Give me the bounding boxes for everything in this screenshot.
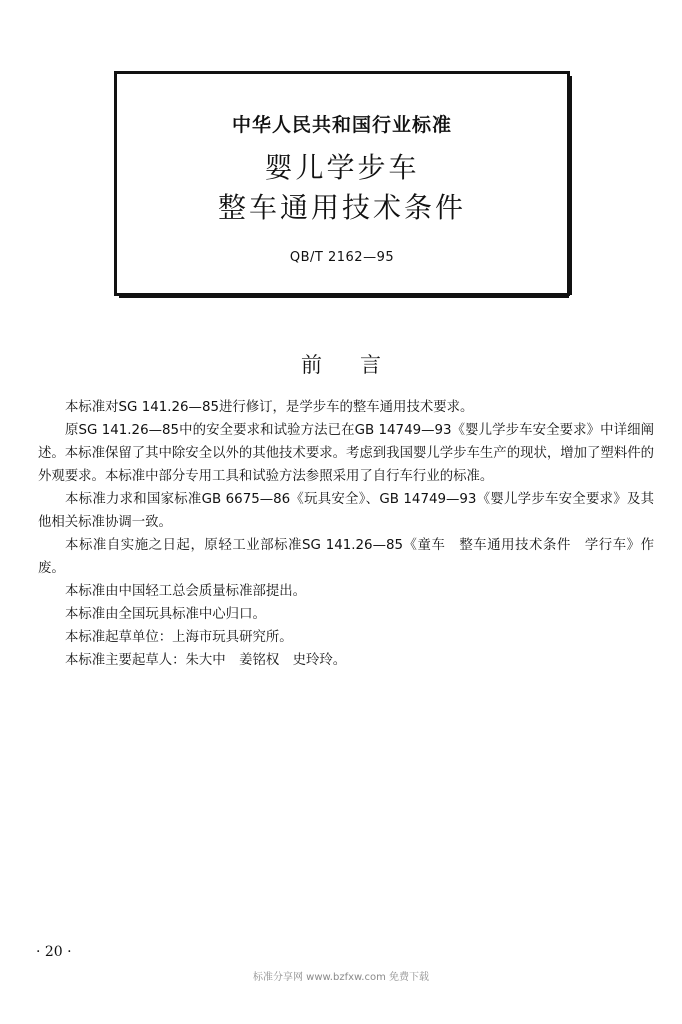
- foreword-paragraph: 本标准起草单位：上海市玩具研究所。: [65, 630, 293, 645]
- footer-watermark: 标准分享网 www.bzfxw.com 免费下载: [253, 972, 429, 983]
- foreword-paragraph: 本标准自实施之日起，原轻工业部标准SG 141.26—85《童车 整车通用技术条件 学行车》作废。: [38, 538, 654, 576]
- document-title: [117, 148, 567, 228]
- foreword-body: [38, 396, 654, 672]
- foreword-paragraph: 本标准由中国轻工总会质量标准部提出。: [65, 584, 307, 599]
- foreword-paragraph: 本标准主要起草人：朱大中 姜铭权 史玲玲。: [65, 653, 347, 668]
- foreword-paragraph: 本标准由全国玩具标准中心归口。: [65, 607, 266, 622]
- industry-standard-label: 中华人民共和国行业标准: [231, 114, 452, 136]
- page-number: · 20 ·: [36, 944, 72, 960]
- title-line-2: 整车通用技术条件: [217, 191, 466, 224]
- foreword-paragraph: 原SG 141.26—85中的安全要求和试验方法已在GB 14749—93《婴儿学步车安全要求》中详细阐述。本标准保留了其中除安全以外的其他技术要求。考虑到我国婴儿学步车生产的现状，增加了塑料件的外观要求。本标准中部分专用工具和试验方法参照采用了自行车行业的标准。: [38, 423, 654, 484]
- foreword-heading: 前言: [301, 353, 419, 377]
- title-box: [114, 71, 570, 296]
- foreword-paragraph: 本标准力求和国家标准GB 6675—86《玩具安全》、GB 14749—93《婴儿学步车安全要求》及其他相关标准协调一致。: [38, 492, 654, 530]
- foreword-paragraph: 本标准对SG 141.26—85进行修订，是学步车的整车通用技术要求。: [65, 400, 474, 415]
- standard-code: QB/T 2162—95: [289, 250, 395, 265]
- title-line-1: 婴儿学步车: [264, 151, 420, 184]
